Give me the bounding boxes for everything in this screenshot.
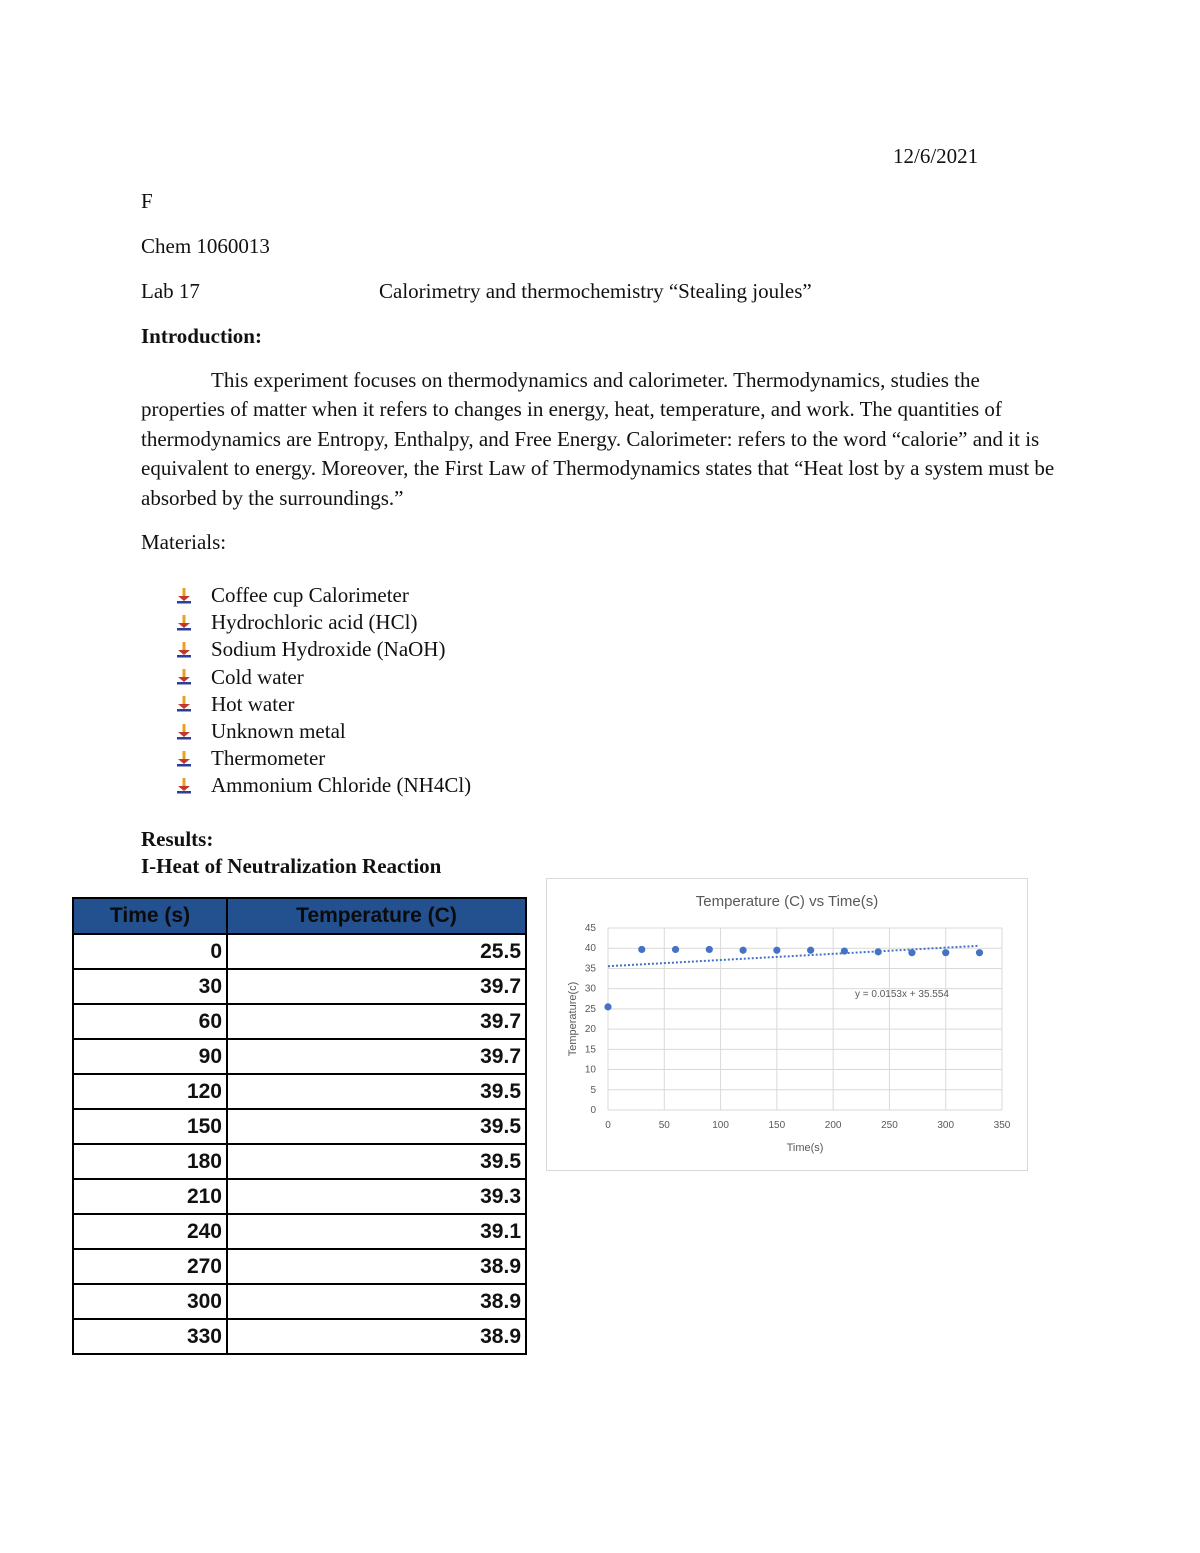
x-axis-label: Time(s): [786, 1142, 824, 1154]
column-header-time: Time (s): [73, 898, 227, 934]
table-row: [73, 1144, 526, 1179]
table-row: [73, 1319, 526, 1354]
arrow-bullet-icon: [176, 751, 192, 767]
x-tick-label: 250: [881, 1120, 898, 1131]
y-tick-label: 10: [584, 1064, 596, 1076]
arrow-bullet-icon: [176, 696, 192, 712]
temperature-cell: 39.1: [227, 1214, 526, 1249]
lab-number: Lab 17: [141, 279, 200, 303]
time-cell: 60: [73, 1004, 227, 1039]
data-point: [638, 946, 645, 953]
material-label: Ammonium Chloride (NH4Cl): [211, 773, 472, 798]
list-item: [176, 636, 471, 663]
material-label: Hot water: [211, 691, 295, 716]
y-tick-label: 25: [584, 1003, 596, 1015]
list-item: [176, 664, 471, 691]
table-row: [73, 969, 526, 1004]
arrow-bullet-icon: [176, 724, 192, 740]
list-item: [176, 582, 471, 609]
table-row: [73, 1284, 526, 1319]
table-row: [73, 1249, 526, 1284]
list-item: [176, 745, 471, 772]
x-tick-label: 200: [824, 1120, 842, 1131]
material-label: Sodium Hydroxide (NaOH): [211, 637, 446, 662]
data-point: [942, 949, 949, 956]
time-cell: 180: [73, 1144, 227, 1179]
materials-heading: Materials:: [141, 530, 227, 554]
temperature-cell: 39.5: [227, 1074, 526, 1109]
chart-svg: [547, 879, 1027, 1170]
temperature-cell: 39.7: [227, 1004, 526, 1039]
time-cell: 0: [73, 934, 227, 969]
temperature-cell: 39.7: [227, 969, 526, 1004]
y-tick-label: 40: [584, 943, 596, 955]
temperature-cell: 38.9: [227, 1249, 526, 1284]
data-point: [773, 947, 780, 954]
x-tick-label: 300: [937, 1120, 955, 1131]
y-tick-label: 20: [584, 1024, 596, 1036]
material-label: Hydrochloric acid (HCl): [211, 610, 418, 635]
time-cell: 90: [73, 1039, 227, 1074]
x-tick-label: 0: [605, 1120, 611, 1131]
data-point: [841, 947, 848, 954]
table-row: [73, 1109, 526, 1144]
time-cell: 330: [73, 1319, 227, 1354]
lab-title: Calorimetry and thermochemistry “Stealing joules”: [379, 279, 812, 303]
x-tick-label: 50: [658, 1120, 670, 1131]
y-tick-label: 30: [584, 983, 596, 995]
data-point: [706, 946, 713, 953]
temperature-cell: 39.5: [227, 1109, 526, 1144]
data-point: [976, 949, 983, 956]
time-cell: 210: [73, 1179, 227, 1214]
material-label: Thermometer: [211, 746, 326, 771]
temperature-cell: 39.5: [227, 1144, 526, 1179]
y-tick-label: 0: [590, 1105, 596, 1116]
time-cell: 120: [73, 1074, 227, 1109]
column-header-temperature: Temperature (C): [227, 898, 526, 934]
y-tick-label: 45: [584, 923, 596, 934]
trendline-equation: y = 0.0153x + 35.554: [855, 989, 949, 1000]
list-item: [176, 718, 471, 745]
temperature-cell: 39.7: [227, 1039, 526, 1074]
material-label: Cold water: [211, 664, 304, 689]
arrow-bullet-icon: [176, 615, 192, 631]
results-heading: Results:: [141, 827, 214, 851]
y-tick-label: 15: [584, 1044, 596, 1056]
table-row: [73, 1039, 526, 1074]
trendline: [608, 946, 979, 966]
list-item: [176, 772, 471, 799]
table-row: [73, 1004, 526, 1039]
material-label: Unknown metal: [211, 719, 346, 744]
introduction-paragraph: This experiment focuses on thermodynamics and calorimeter. Thermodynamics, studies the properties of matter when it refers to changes in energy, heat, temperature, and work. The quantities of thermodynamics are Entropy, Enthalpy, and Free Energy. Calorimeter: refers to the word “calorie” and it is equivalent to energy. Moreover, the First Law of Thermodynamics states that “Heat lost by a system must be absorbed by the surroundings.”: [141, 368, 1055, 510]
introduction-heading: Introduction:: [141, 324, 262, 348]
time-cell: 300: [73, 1284, 227, 1319]
x-tick-label: 150: [768, 1120, 786, 1131]
temperature-cell: 38.9: [227, 1284, 526, 1319]
data-point: [908, 949, 915, 956]
data-point: [739, 947, 746, 954]
table-row: [73, 1214, 526, 1249]
temperature-cell: 39.3: [227, 1179, 526, 1214]
data-point: [875, 948, 882, 955]
data-point: [807, 947, 814, 954]
temperature-cell: 25.5: [227, 934, 526, 969]
time-cell: 150: [73, 1109, 227, 1144]
x-tick-label: 100: [712, 1120, 729, 1131]
y-tick-label: 35: [584, 963, 596, 975]
arrow-bullet-icon: [176, 588, 192, 604]
table-header-row: [73, 898, 526, 934]
arrow-bullet-icon: [176, 778, 192, 794]
data-point: [672, 946, 679, 953]
time-cell: 270: [73, 1249, 227, 1284]
table-row: [73, 934, 526, 969]
y-axis-label: Temperature(c): [567, 981, 579, 1057]
document-date: 12/6/2021: [893, 144, 979, 168]
material-label: Coffee cup Calorimeter: [211, 583, 409, 608]
time-cell: 30: [73, 969, 227, 1004]
table-row: [73, 1179, 526, 1214]
y-tick-label: 5: [590, 1084, 596, 1096]
data-point: [604, 1003, 611, 1010]
results-table: [72, 897, 527, 1355]
course-code: Chem 1060013: [141, 234, 270, 258]
time-cell: 240: [73, 1214, 227, 1249]
materials-list: [176, 582, 471, 800]
results-subheading: I-Heat of Neutralization Reaction: [141, 854, 442, 878]
list-item: [176, 609, 471, 636]
list-item: [176, 691, 471, 718]
arrow-bullet-icon: [176, 669, 192, 685]
temperature-cell: 38.9: [227, 1319, 526, 1354]
temperature-chart: [546, 878, 1028, 1171]
table-row: [73, 1074, 526, 1109]
x-tick-label: 350: [993, 1120, 1011, 1131]
chart-title: Temperature (C) vs Time(s): [695, 893, 879, 910]
student-name: F: [141, 189, 153, 213]
arrow-bullet-icon: [176, 642, 192, 658]
